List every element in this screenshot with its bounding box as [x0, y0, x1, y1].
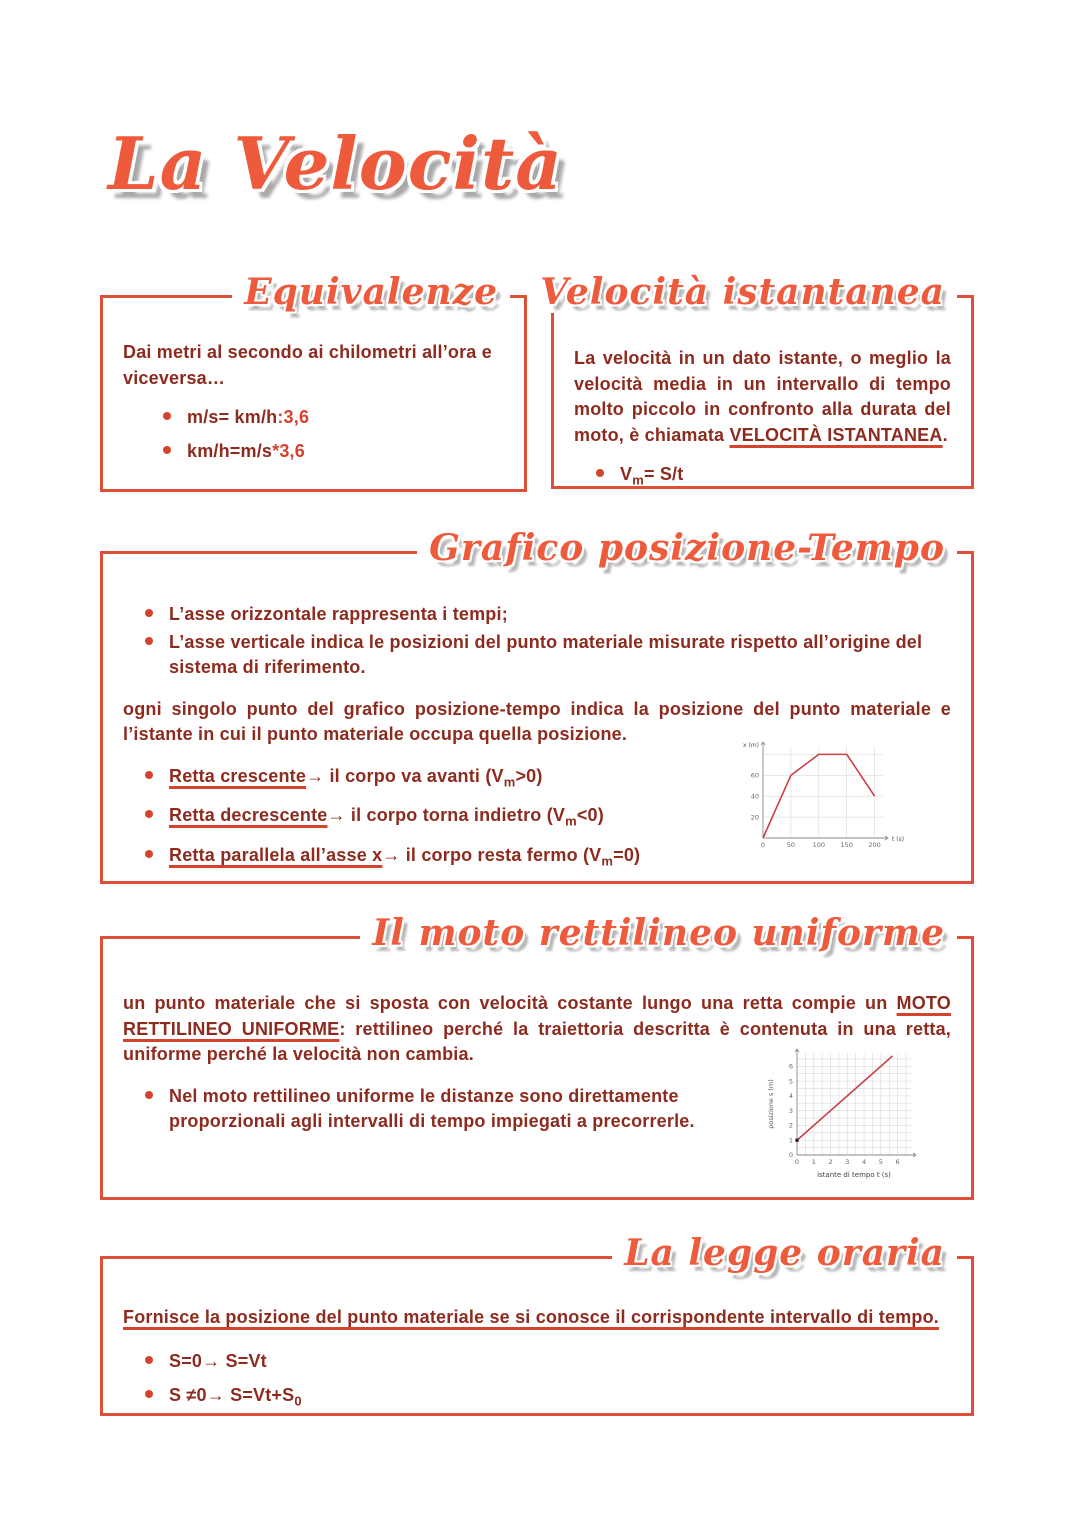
formula-kmh-to-ms: km/h=m/s*3,6 — [187, 441, 305, 462]
svg-text:1: 1 — [788, 1136, 793, 1145]
bullet-item — [133, 1349, 951, 1374]
retta-parallela-note: Retta parallela all’asse x→ il corpo resta fermo $(V_m=0)$ — [169, 845, 641, 869]
box-legge-header: La legge oraria — [612, 1233, 957, 1274]
svg-text:200: 200 — [868, 841, 881, 849]
bullet-item — [133, 602, 951, 627]
svg-text:20: 20 — [750, 813, 759, 822]
legge-bullets — [133, 1349, 951, 1411]
box-legge-oraria — [100, 1232, 974, 1416]
velocita-istantanea-bullets — [584, 462, 951, 490]
svg-text:t (s): t (s) — [892, 836, 905, 843]
box-velocita-istantanea — [540, 271, 974, 489]
svg-text:2: 2 — [788, 1121, 793, 1130]
retta-decrescente-note: Retta decrescente→ il corpo torna indietro $(V_m<0)$ — [169, 805, 604, 829]
equivalenze-bullets — [151, 405, 504, 464]
box-equivalenze-header: Equivalenze — [232, 272, 510, 313]
bullet-item — [151, 405, 504, 430]
svg-text:x (m): x (m) — [743, 742, 759, 749]
uniform-motion-chart — [765, 1045, 925, 1185]
svg-text:5: 5 — [878, 1158, 883, 1166]
svg-text:100: 100 — [812, 841, 826, 849]
velocita-istantanea-paragraph: La velocità in un dato istante, o meglio la velocità media in un intervallo di tempo molto piccolo in confronto alla durata del moto, è chiamata VELOCITÀ ISTANTANEA. — [574, 348, 951, 445]
grafico-slope-bullets — [133, 764, 796, 871]
box-grafico-posizione-tempo — [100, 527, 974, 884]
svg-text:0: 0 — [788, 1151, 793, 1160]
bullet-item — [133, 764, 793, 792]
svg-text:2: 2 — [828, 1158, 833, 1166]
svg-text:60: 60 — [750, 771, 759, 780]
svg-text:4: 4 — [861, 1158, 867, 1166]
bullet-item — [584, 462, 951, 490]
formula-legge-s0-nonzero: $S \ne 0\to S=Vt+S_0$ — [169, 1384, 302, 1409]
bullet-item — [133, 1383, 951, 1411]
svg-text:6: 6 — [788, 1062, 793, 1071]
box-equivalenze — [100, 271, 527, 492]
svg-text:6: 6 — [895, 1158, 900, 1166]
moto-paragraph: un punto materiale che si sposta con velocità costante lungo una retta compie un MOTO RETTILINEO UNIFORME: rettilineo perché la traiettoria descritta è contenuta in una retta, uniforme perché la velocità non cambia. — [123, 993, 951, 1065]
svg-text:posizione s (m): posizione s (m) — [767, 1079, 775, 1129]
svg-text:0: 0 — [794, 1158, 800, 1166]
formula-legge-s0-zero: S=0→ S=Vt — [169, 1350, 267, 1371]
svg-text:0: 0 — [760, 841, 766, 849]
axis-vertical-note: L’asse verticale indica le posizioni del punto materiale misurate rispetto all’origine del sistema di riferimento. — [169, 632, 923, 678]
grafico-paragraph: ogni singolo punto del grafico posizione-tempo indica la posizione del punto materiale e l’istante in cui il punto materiale occupa quella posizione. — [123, 698, 951, 745]
svg-text:3: 3 — [845, 1158, 850, 1166]
axis-horizontal-note: L’asse orizzontale rappresenta i tempi; — [169, 604, 508, 624]
svg-text:50: 50 — [786, 841, 796, 849]
svg-text:4: 4 — [788, 1092, 793, 1101]
box-moto-rettilineo-uniforme — [100, 912, 974, 1200]
position-time-chart — [741, 736, 911, 856]
box-moto-header: Il moto rettilineo uniforme — [360, 913, 957, 954]
svg-text:istante di tempo t (s): istante di tempo t (s) — [817, 1171, 891, 1179]
svg-text:3: 3 — [788, 1106, 793, 1115]
bullet-item — [151, 439, 504, 464]
box-grafico-header: Grafico posizione-Tempo — [417, 528, 957, 569]
moto-bullets — [133, 1084, 773, 1134]
equivalenze-intro: Dai metri al secondo ai chilometri all’ora e viceversa… — [123, 342, 492, 388]
grafico-axis-bullets — [133, 602, 951, 681]
svg-text:150: 150 — [840, 841, 853, 849]
bullet-item — [133, 630, 951, 680]
bullet-item — [133, 803, 793, 831]
svg-text:1: 1 — [811, 1158, 816, 1166]
bullet-item — [133, 841, 796, 871]
formula-ms-to-kmh: m/s= km/h:3,6 — [187, 407, 310, 428]
box-velocita-istantanea-header: Velocità istantanea — [528, 272, 957, 313]
retta-crescente-note: Retta crescente→ il corpo va avanti $(V_m>0)$ — [169, 765, 543, 790]
page-title: La Velocità — [108, 121, 563, 206]
formula-velocita-media: $V_m= S/t$ — [620, 464, 684, 488]
legge-paragraph: Fornisce la posizione del punto materiale se si conosce il corrispondente intervallo di tempo. — [123, 1307, 939, 1327]
moto-proportional-note: Nel moto rettilineo uniforme le distanze sono direttamente proporzionali agli intervalli di tempo impiegati a precorrerle. — [169, 1085, 695, 1131]
svg-text:5: 5 — [788, 1077, 793, 1086]
svg-text:40: 40 — [750, 792, 759, 801]
bullet-item — [133, 1084, 773, 1134]
